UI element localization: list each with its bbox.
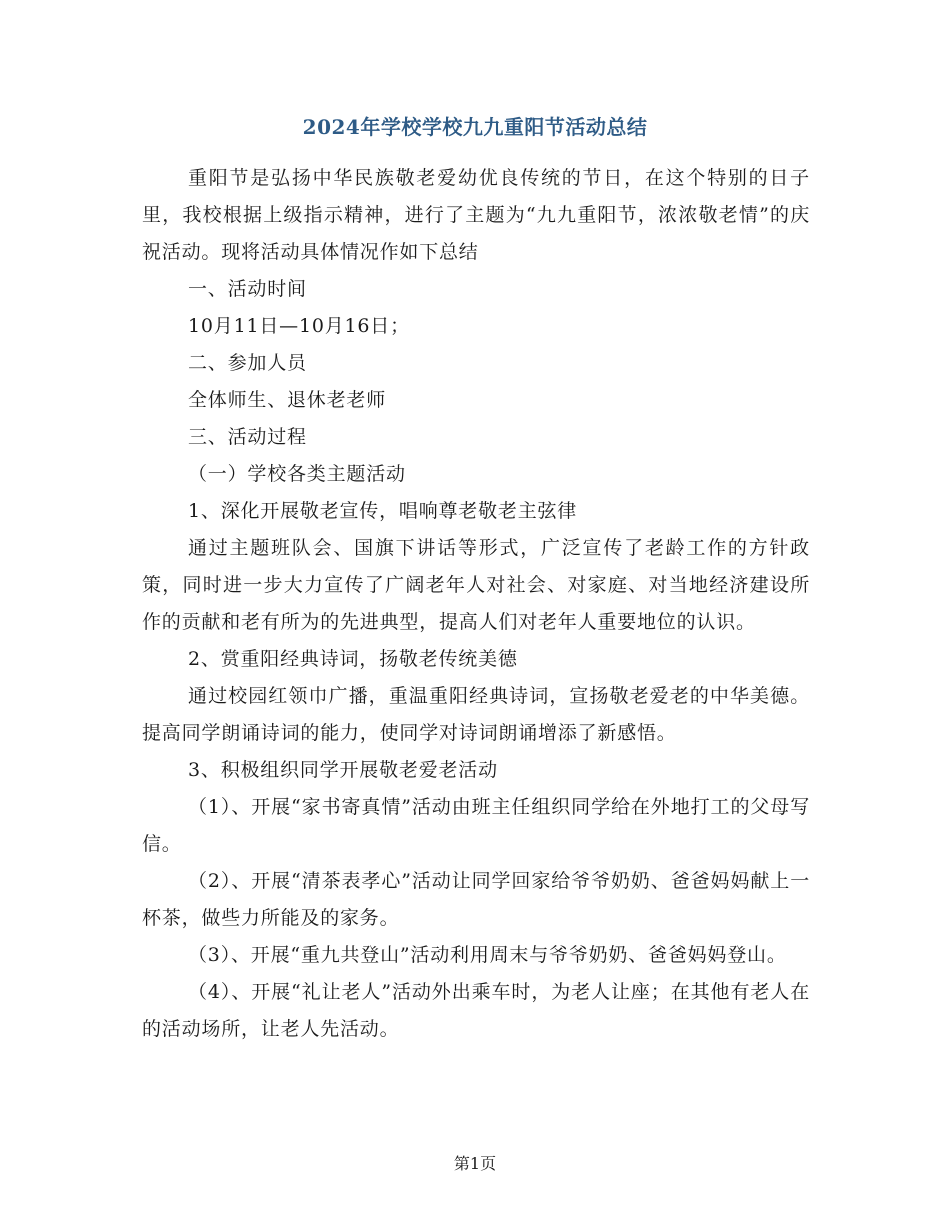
activity-item-3: （3）、开展“重九共登山”活动利用周末与爷爷奶奶、爸爸妈妈登山。 — [188, 944, 787, 966]
page-number: 第1页 — [453, 1154, 497, 1173]
item-paragraph-1: 通过主题班队会、国旗下讲话等形式，广泛宣传了老龄工作的方针政策，同时进一步大力宣传了广阔老年人对社会、对家庭、对当地经济建设所作的贡献和老有所为的先进典型，提高人们对老年人重要地位的认识。 — [142, 537, 810, 633]
item-paragraph-2: 通过校园红领巾广播，重温重阳经典诗词，宣扬敬老爱老的中华美德。提高同学朗诵诗词的能力，使同学对诗词朗诵增添了新感悟。 — [142, 685, 810, 744]
participants-text: 全体师生、退休老老师 — [188, 389, 387, 411]
activity-dates: 10月11日—10月16日； — [188, 315, 410, 337]
section-heading-process: 三、活动过程 — [188, 426, 307, 448]
activity-item-2: （2）、开展“清茶表孝心”活动让同学回家给爷爷奶奶、爸爸妈妈献上一杯茶，做些力所能及的家务。 — [142, 870, 810, 929]
activity-item-1: （1）、开展“家书寄真情”活动由班主任组织同学给在外地打工的父母写信。 — [142, 796, 810, 855]
item-heading-2: 2、赏重阳经典诗词，扬敬老传统美德 — [188, 648, 518, 670]
document-title: 2024年学校学校九九重阳节活动总结 — [302, 115, 648, 139]
activity-item-4: （4）、开展“礼让老人”活动外出乘车时，为老人让座；在其他有老人在的活动场所，让老人先活动。 — [142, 981, 810, 1040]
section-heading-time: 一、活动时间 — [188, 278, 307, 300]
item-heading-3: 3、积极组织同学开展敬老爱老活动 — [188, 759, 498, 781]
document-body — [142, 160, 810, 1048]
subsection-heading-themes: （一）学校各类主题活动 — [188, 463, 406, 485]
intro-paragraph: 重阳节是弘扬中华民族敬老爱幼优良传统的节日，在这个特别的日子里，我校根据上级指示精神，进行了主题为“九九重阳节，浓浓敬老情”的庆祝活动。现将活动具体情况作如下总结 — [142, 167, 810, 263]
item-heading-1: 1、深化开展敬老宣传，唱响尊老敬老主弦律 — [188, 500, 578, 522]
section-heading-participants: 二、参加人员 — [188, 352, 307, 374]
